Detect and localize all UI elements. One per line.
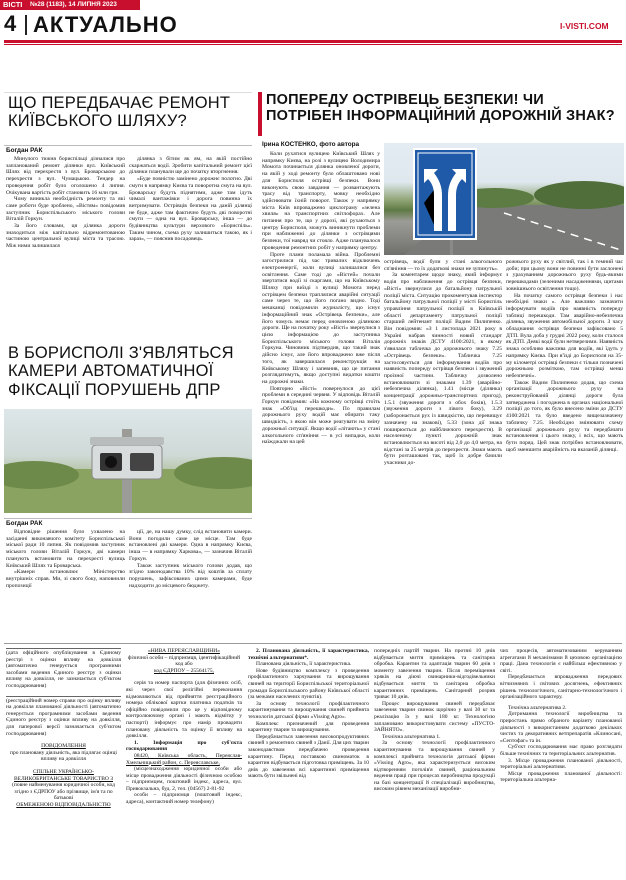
article3-author: Богдан РАК [6, 520, 43, 527]
article1-column-1 [6, 156, 125, 336]
legal-b-p2: серія та номер паспорта (для фізичних осіб, які через свої релігійні переконання відмовляються від прийняття реєстраційного номера облікової картки платника податків та офіційно повідомили про це у відповідному контролюючому органі і мають відмітку у паспорті) інформує про намір провадити плановану діяльність та оцінку її впливу на довкілля. [126, 680, 242, 740]
article1-c2-p2: «Буде повністю замінено дорожнє полотно. Дві смуги в напрямку Києва та поворотна смуга на вул. Броварську будуть піднятими, адже там ідуть чималі вантажівки і дорога повинна їх витримувати. Острівців безпеки на даній ділянці не буде, адже там фактично будуть дві поворотні смуги — одна на вул. Броварську, інша — до будівництва культури верхового «Бориспіль». Таким чином, схема руху залишиться такою, як і зараз», — пояснив посадовець. [129, 176, 252, 243]
article2-c3-p3: Також Вадим Пилипенко додав, що схема організації дорожнього руху на реконструйованій ділянці дороги була затверджена і погоджена в органах національної поліції до того, як було внесено зміни до ДСТУ 4100:2021 та було введено вищезазначену табличку 7.25. Необхідно змінювати схему організації дорожнього руху та передбачати встановлення і цього знаку, і всіх, що мають бути поряд. Цей знак потрібно встановлювати, щоб зменшити аварійність на вказаній ділянці. [506, 379, 623, 453]
article2-accent-bar [258, 92, 262, 136]
article2-column-2 [384, 259, 502, 637]
article3-column-1 [6, 529, 125, 639]
legal-column-d [374, 648, 495, 876]
legal-c-p4: Комплекс призначений для проведення карантину тварин та вирощування. [248, 720, 369, 734]
article2-c2-p2: За коментарем щодо знаку, який інформує водія про наближення до острівця безпеки, «Вісті» звернулися до батальйону патрульної поліції міста. Ситуацію прокоментував інспектор батальйону патрульної поліції у місті Бориспіль управління патрульної поліції в Київській області департаменту патрульної поліції старший лейтенант поліції Вадим Пилипенко. Він повідомив: «З 1 листопада 2021 року в Україні набрав чинності новий стандарт дорожніх знаків ДСТУ 4100:2021, в якому з'явилася табличка до дорожнього знаку 7.25 «Острівець безпеки». Табличка 7.25 застосовується для інформування водіїв про наявність попереду острівця безпеки і звужений проїзної частини. Табличку дозволено встановлювати зі знаками 1.39 (аварійно-небезпечна ділянка), 1.41 (місце (ділянка) концентрації дорожньо-транспортних пригод), 1.5.1 (звуження дороги з обох боків), 1.5.3 (звуження дороги з лівого боку), 3.29 (заборонається рух із швидкістю, що перевищує зазначену на знакові), 5.33 (зона дії знака поширюється до найближчого перехрестя). В населеному пункті дорожній знак встановлюється на висоті від 2,0 до 4,0 метра, на відстані за 25 метрів до перехрестя. Знаки мають бути розташовані так, щоб їх добре бачили учасники до- [384, 272, 502, 467]
brand-logo: ВІСТІ [3, 0, 23, 9]
article2-column-1 [262, 151, 380, 637]
legal-a-p1: (дата офіційного опублікування в Єдиному реєстрі з оцінки впливу на довкілля (автоматично генерується програмними засобами ведення Єдиного реєстру з оцінки впливу на довкілля, не зазначається суб'єктом господарювання) [6, 650, 121, 689]
article1-author: Богдан РАК [6, 147, 43, 154]
legal-e-p2: Передбачається впровадження передових вітчизняних і світових досягнень, ефективних рішень технологічного, санітарно-технологічного і організаційного характеру. [500, 674, 622, 701]
article2-c1-p1: Коли рухатися вулицею Київський Шлях у напрямку Києва, на розі з вулицею Володимира Момота починається ділянка оновленої дороги, на якій у ході ремонту було облаштовано нові для Борисполя острівці безпеки. Вони виконують свою завдання — розвантажують трасу від транспорту, мовку необхідно здійснювати їхній поворот. Також у напрямку міста Київ впроваджено циклограму «зелена хвиля» на транспортних світлофорах. Але питання про те, що у дорозі, які рухаються з центру Борисполя, можуть виникнути проблеми при наближенні до ділянки з острівцями безпеки, тої навряд чи стояло. Адже планувалося проведення ремонтних робіт у напрямку центру. [262, 151, 380, 251]
legal-b-p4: особи – підприємця (поштовий індекс, адреса), контактний номер телефону) [126, 792, 242, 806]
site-url[interactable]: I-VISTI.COM [560, 21, 609, 31]
legal-c-p5: Передбачається завезення високопродуктивних свиней з ремонтних свиней з Данії. Для цих тварин законодавством передбачено проведення карантину. Перед поставкою свиноматок в карантин відбувається підготовка приміщень. За 10 днів до завезення всі карантинні приміщення мають бути звільнені від [248, 733, 369, 780]
legal-c-heading: 2. Планована діяльність, її характеристика, технічні альтернативи*. [248, 648, 369, 661]
header-divider [25, 15, 27, 35]
legal-d-p3: За основу технології профілактичного карантинування та вирощування свиней у комплексі прийнята технологія датської фірми «Vissing Agro», яка характеризується високим відтворенням поголів'я свиней, раціональним ведення праці при процесах виробництва продукції на базі концентрації й спеціалізації виробництва, високим рівнем механізації виробни- [374, 740, 495, 793]
article1-column-2 [129, 156, 252, 336]
issue-info: №28 (1183), 14 ЛИПНЯ 2023 [30, 1, 117, 8]
article2-c2-p1: острівець, водії були у стані алкогольного сп'яніння — то їх додаткові знаки не зупинуть». [384, 259, 502, 272]
camera-illustration [4, 409, 252, 513]
article2-c1-p2: Проте плани поламала війна. Проблемні загострилися під час тривалих відключень електроенергії, коли вулиці залишалися без освітлення. Саме тоді до «Вістей» почали звертатися водії зі скаргами, що на Київському Шляху при виїзді з вулиці Момота перед острівцем безпеки траплялися аварійні ситуації саме через те, що його погано видно. Тоді мешканці повідомили журналісту, що існує інформаційний знак «Острівець безпеки», але його чомусь немає перед оновленою ділянкою дороги. Ще на початку року «Вісті» звернулися з цією інформацією до заступника Бориспільського міського голови Віталія Горкуна. Чиновник підтвердив, що такий знак дійсно існує, але його впроваджено вже після того, як завершилася реконструкція на Київському Шляху і запевнив, що це питання розглядатимуть, якщо доступні видатки кошти на дорожні знаки. [262, 251, 380, 385]
legal-a-company2: ОБМЕЖЕНОЮ ВІДПОВІДАЛЬНІСТЮ [16, 801, 111, 808]
article1-title-box [4, 92, 252, 140]
legal-e-heading2: 3. Місце провадження планованої діяльності, територіальні альтернативи. [500, 757, 622, 771]
legal-e-heading1: Технічна альтернатива 2. [508, 704, 567, 711]
article2-c3-p2: На початку самого острівця безпеки і нас необхідні знаки «. Але важливо зазначити інформувати водіїв про наявність попереду таблиці перешкоди. Там аварійно-небезпечна ділянка, звуження автомобільної дороги. З часу обладнання острівця безпеки зафіксовано 5 ДТП. Вула доба у грудні 2022 року, коли сталося як ДТП. Деякі водії були нетверезими. Наявність знака особливо важлива для водіїв, які їдуть у напрямку Києва. При в'їзді до Борисполя на 35-му кілометрі острівці безпеки є тільки позначені дорожньою розміткою, там острівці менш небезпечні». [506, 292, 623, 379]
legal-column-c [248, 648, 369, 876]
legal-a-subtitle: про плановану діяльність, яка підлягає оцінці впливу на довкілля [10, 749, 117, 763]
article1-c1-p3: За його словами, ця ділянка дороги знаходиться між капітально відремонтованою частиною центральної вулиці міста та трасою. Між ними залишилася [6, 223, 125, 250]
article3-c1-p2: «Камери встановлює Міністерство внутрішніх справ. Ми, зі свого боку, наповнили пропозиції [6, 569, 125, 589]
legal-c-p2: Нове будівництво комплексу з проведення профілактичного харчування та вирощування свиней на території Бориспільської територіальної громади Бориспільського району Київської області (за межами населених пунктів). [248, 667, 369, 701]
legal-divider [4, 643, 622, 644]
legal-c-p1: Планована діяльність, її характеристика. [256, 661, 352, 668]
legal-column-a [6, 648, 121, 876]
article3-title-box [4, 343, 252, 405]
masthead [0, 0, 626, 38]
legal-b-p3: (місцезнаходження юридичної особи або місце провадження діяльності фізичною особою – підприємцем, поштовий індекс, адреса, вул. Привокзальна, буд. 2, тел. (04567) 2-81-92 [126, 766, 242, 792]
article1-author-bar [4, 145, 252, 146]
article3-c1-p1: Відповідне рішення було ухвалено на засіданні виконавчого комітету Бориспільської міської ради 10 липня. Як повідомив заступник міського голови Віталій Горкун, дві камери планують встановити на перехресті вулиць Київський Шлях та Броварська. [6, 529, 125, 569]
legal-e-p4: Суб'єкт господарювання має право розглядати більше технічних та територіальних альтернатив. [500, 744, 622, 757]
legal-e-p3: Дотримання технології виробництва та приростань прямо обраного варіанту планованої діяльності з використанням додатково декількох чистих та декоративних ветпрепаратів «Клиносанi, «Септофаг» та ін. [500, 711, 622, 744]
article3-c2-p1: ції, де, на нашу думку, слід встановити камери. Вони погодили саме це місце. Там буде встановлені дві камери. Одна в напрямку Києва, інша — в напрямку Харкова», — зазначив Віталій Горкун. [129, 529, 252, 562]
article3-column-2 [129, 529, 252, 639]
legal-d-heading: Технічна альтернатива 1. [382, 733, 441, 740]
legal-column-b [126, 648, 242, 876]
article2-title-box [264, 92, 619, 138]
article1-c1-p1: Минулого тижня бориспільці дізналися про запланований ремонт ділянки вул. Київський Шлях від перехрестя з вул. Броварською до перехрестя з вул. Чумацькою. Тендер на проведення робіт було оголошено 4 липня. Очікувана вартість робіт становить 16 млн грн. [6, 156, 125, 196]
header-rule [4, 40, 622, 43]
legal-e-p1: чих процесів, автоматизованим керуванням агрегатами й механізмами й цеховою організацією праці. Дана технологія є найбільш ефективною у світі. [500, 648, 622, 674]
article2-author: Ірина КОСТЕНКО, фото автора [262, 141, 360, 148]
article3-author-bar [4, 518, 252, 519]
legal-d-p1: попередніх партій тварин. На протязі 10 днів відбувається миття приміщень та санітарна обробка. Карантин та адаптація тварин 60 днів з моменту завезення тварин. Після переміщення хряків на діючі свинарники-відгодівельники відбувається миття та санітарна обробка карантинних приміщень. Санітарний розрив триває 10 днів. [374, 648, 495, 701]
legal-a-company: СПІЛЬНЕ УКРАЇНСЬКО-ВЕЛИКОБРИТАНСЬКЕ ТОВАРИСТВО З [14, 768, 113, 782]
camera-photo [4, 409, 252, 513]
legal-column-e [500, 648, 622, 876]
page-number: 4 [4, 11, 17, 36]
legal-a-note: (повне найменування юридичної особи, код згідно з ЄДРПОУ або прізвище, ім'я та по батькові [12, 782, 115, 802]
legal-e-p5: Місце провадження планованої діяльності: територіальна альтерна- [500, 770, 622, 784]
article3-title: В БОРИСПОЛІ З'ЯВЛЯТЬСЯ КАМЕРИ АВТОМАТИЧНОЇ ФІКСАЦІЇ ПОРУШЕНЬ ДПР [8, 344, 234, 399]
legal-b-company: «НИВА ПЕРЕЯСЛАВЩИНИ» [148, 648, 220, 654]
header-rule-thin [4, 44, 622, 45]
article1-c2-p1: ділянка з бітим як ям, на якій постійно скаржаться водії. Зробити капітальний ремонт цієї ділянки планували ще до початку вторгнення. [129, 156, 252, 176]
road-sign-photo [384, 143, 624, 255]
article2-c1-p3: Повторно «Вісті» повернулося до цієї проблеми в середині червня. У відповідь Віталій Горкун повідомив: «На кожному острівці стоїть знак «Об'їзд перешкоди». По правилам дорожнього руху водій має обирати таку швидкість, з якою він може реагувати на зміну дорожньої ситуації. Якщо водії «літають» у стані алкогольного сп'яніння — в усі випадки, коли наїжджали на цей [262, 385, 380, 446]
legal-a-title: ПОВІДОМЛЕННЯ [41, 743, 86, 750]
legal-b-p1: фізичної особи – підприємця, ідентифікаційний код або [127, 654, 241, 668]
article3-c2-p2: Також заступник міського голови додав, що згідно законодавства 10% від коштів за сплату порушень, зафіксованих цими камерами, буде надходити до місцевого бюджету. [129, 562, 252, 589]
legal-b-heading: 1. Інформація про суб'єкта господарювання [126, 739, 242, 753]
article2-title: ПОПЕРЕДУ ОСТРІВЕЦЬ БЕЗПЕКИ! ЧИ ПОТРІБЕН ІНФОРМАЦІЙНИЙ ДОРОЖНІЙ ЗНАК? [266, 92, 615, 125]
legal-a-p2: (реєстраційний номер справи про оцінку впливу на довкілля планованої діяльності (автоматично генерується програмними засобами ведення Єдиного реєстру з оцінки впливу на довкілля, для паперової версії зазначається суб'єктом господарювання) [6, 697, 121, 737]
legal-b-address: 08420, Київська область, Переяслав-Хмельницький район, с. Переяславське, [126, 752, 242, 766]
legal-b-code: код ЄДРПОУ – 25564175, [153, 667, 214, 674]
article2-c3-p1: рожнього руху як у світлий, так і в темний час доби; при цьому вони не повинні бути заслонені з урахуванням дорожнього руху будь-якими перешкодами (зеленими насадженнями, щитами зовнішнього освітлення тощо). [506, 259, 623, 292]
article1-title: ЩО ПЕРЕДБАЧАЄ РЕМОНТ КИЇВСЬКОГО ШЛЯХУ? [8, 94, 231, 131]
road-illustration [384, 143, 624, 255]
legal-d-p2: Процес вирощування свиней передбачає завезення тварин свинок щорічно у вазі 30 кг та реалізацію їх у вазі 180 кг. Технологією заплановано використовувати систему «ПУСТО-ЗАЙНЯТО». [374, 700, 495, 734]
legal-c-p3: За основу технології профілактичного карантинування та вирощування свиней прийнята технологія датської фірми «Vissing Agro». [248, 700, 369, 720]
section-title: АКТУАЛЬНО [33, 12, 178, 37]
article1-c1-p2: Чому виникла необхідність ремонту та які саме роботи буде зроблено, «Вістям» повідомив заступник Бориспільського міського голови Віталій Горкун. [6, 196, 125, 223]
article2-column-3 [506, 259, 623, 637]
